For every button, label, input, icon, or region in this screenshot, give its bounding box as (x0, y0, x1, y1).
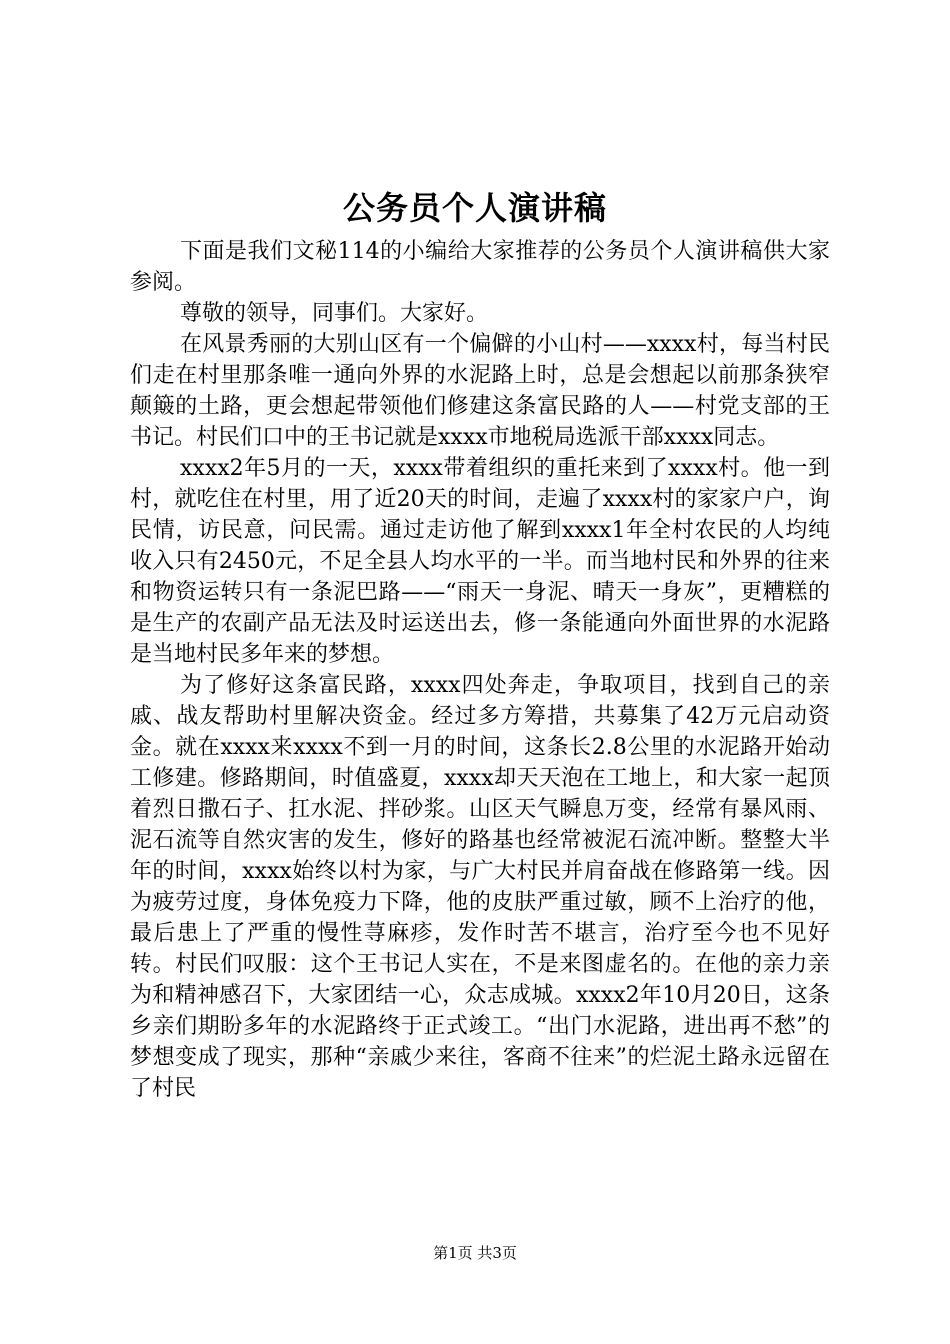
paragraph-road-building: 为了修好这条富民路，xxxx四处奔走，争取项目，找到自己的亲戚、战友帮助村里解决资金。经过多方筹措，共募集了42万元启动资金。就在xxxx来xxxx不到一月的时间，这条长2.8公里的水泥路开始动工修建。修路期间，时值盛夏，xxxx却天天泡在工地上，和大家一起顶着烈日撒石子、扛水泥、拌砂浆。山区天气瞬息万变，经常有暴风雨、泥石流等自然灾害的发生，修好的路基也经常被泥石流冲断。整整大半年的时间，xxxx始终以村为家，与广大村民并肩奋战在修路第一线。因为疲劳过度，身体免疫力下降，他的皮肤严重过敏，顾不上治疗的他，最后患上了严重的慢性荨麻疹，发作时苦不堪言，治疗至今也不见好转。村民们叹服：这个王书记人实在，不是来图虚名的。在他的亲力亲为和精神感召下，大家团结一心，众志成城。xxxx2年10月20日，这条乡亲们期盼多年的水泥路终于正式竣工。“出门水泥路，进出再不愁”的梦想变成了现实，那种“亲戚少来往，客商不往来”的烂泥土路永远留在了村民 (130, 673, 830, 1101)
paragraph-background: 在风景秀丽的大别山区有一个偏僻的小山村——xxxx村，每当村民们走在村里那条唯一通向外界的水泥路上时，总是会想起以前那条狭窄颠簸的土路，更会想起带领他们修建这条富民路的人——村党支部的王书记。村民们口中的王书记就是xxxx市地税局选派干部xxxx同志。 (130, 332, 830, 450)
paragraph-intro: 下面是我们文秘114的小编给大家推荐的公务员个人演讲稿供大家参阅。 (130, 239, 830, 295)
document-body (130, 236, 830, 1104)
paragraph-greeting: 尊敬的领导，同事们。大家好。 (180, 301, 489, 326)
page-footer: 第1页 共3页 (433, 1244, 517, 1262)
paragraph-arrival: xxxx2年5月的一天，xxxx带着组织的重托来到了xxxx村。他一到村，就吃住在村里，用了近20天的时间，走遍了xxxx村的家家户户，询民情，访民意，问民需。通过走访他了解到xxxx1年全村农民的人均纯收入只有2450元，不足全县人均水平的一半。而当地村民和外界的往来和物资运转只有一条泥巴路——“雨天一身泥、晴天一身灰”，更糟糕的是生产的农副产品无法及时运送出去，修一条能通向外面世界的水泥路是当地村民多年来的梦想。 (130, 456, 830, 667)
document-title: 公务员个人演讲稿 (342, 189, 607, 227)
